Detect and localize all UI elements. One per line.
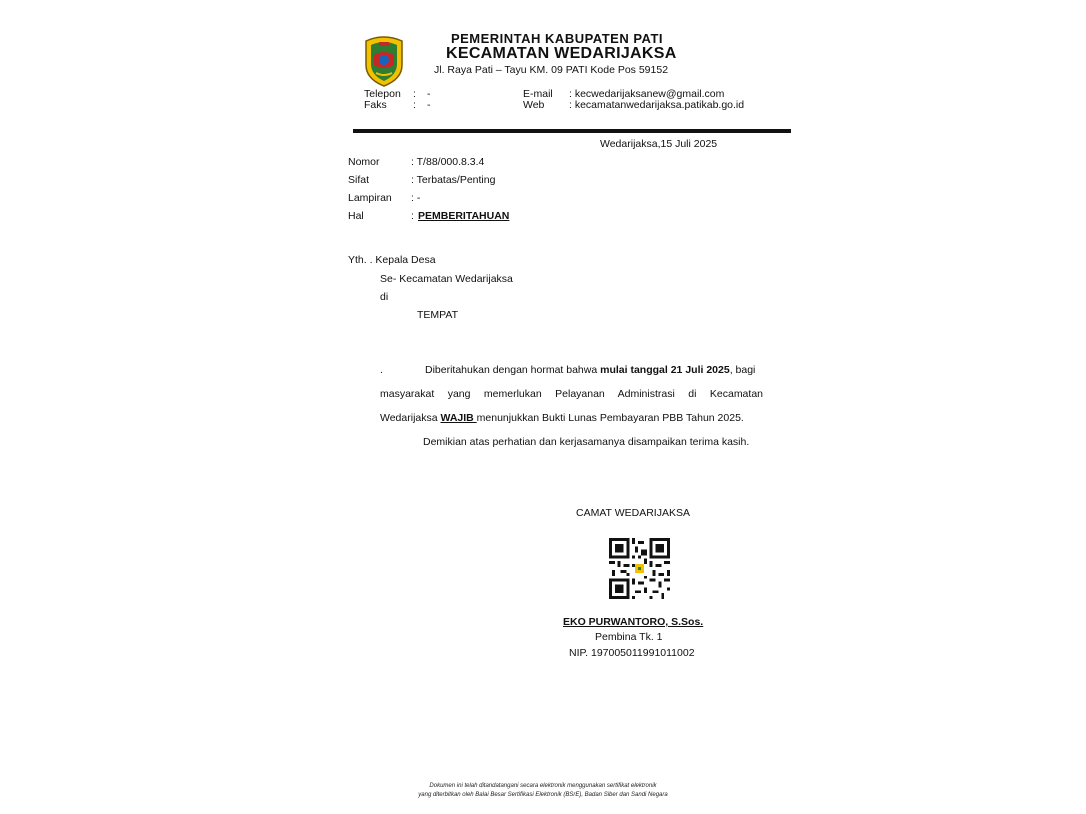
lampiran-label: Lampiran [348, 192, 392, 204]
body-line-3 [380, 412, 744, 424]
office-name: KECAMATAN WEDARIJAKSA [446, 45, 677, 62]
hal-value: PEMBERITAHUAN [418, 210, 510, 222]
esign-notice-line-2: yang diterbitkan oleh Balai Besar Sertifikasi Elektronik (BSrE), Badan Siber dan Sandi Negara [418, 792, 668, 798]
recipient-line-3: di [380, 291, 389, 303]
sifat-label: Sifat [348, 174, 370, 186]
email-value: : kecwedarijaksanew@gmail.com [569, 88, 725, 100]
telepon-value: - [427, 88, 431, 100]
esign-notice-line-1: Dokumen ini telah ditandatangani secara elektronik menggunakan sertifikat elektronik [429, 783, 657, 789]
place-date: Wedarijaksa,15 Juli 2025 [600, 138, 718, 150]
paragraph-marker: . [380, 364, 383, 376]
signatory-name: EKO PURWANTORO, S.Sos. [563, 616, 704, 628]
body-closing: Demikian atas perhatian dan kerjasamanya disampaikan terima kasih. [423, 436, 750, 448]
faks-separator: : [413, 99, 416, 111]
signatory-nip: NIP. 197005011991011002 [569, 647, 695, 659]
recipient-line-4: TEMPAT [417, 309, 459, 321]
government-name: PEMERINTAH KABUPATEN PATI [450, 31, 664, 46]
nomor-label: Nomor [348, 156, 380, 168]
hal-label: Hal [348, 210, 364, 222]
faks-value: - [427, 99, 431, 111]
body-line-2: masyarakat yang memerlukan Pelayanan Administrasi di Kecamatan [380, 388, 763, 400]
recipient-line-2: Se- Kecamatan Wedarijaksa [380, 273, 513, 285]
body-line-3-wajib: WAJIB [440, 412, 477, 424]
web-label: Web [523, 99, 545, 111]
email-label: E-mail [523, 88, 553, 100]
header-divider [353, 129, 791, 133]
body-line-3-a: Wedarijaksa [380, 412, 441, 424]
body-line-1-c: , bagi [729, 364, 756, 376]
body-line-1-a: Diberitahukan dengan hormat bahwa [425, 364, 601, 376]
office-address: Jl. Raya Pati – Tayu KM. 09 PATI Kode Pos 59152 [434, 64, 669, 76]
body-line-1 [425, 364, 755, 376]
hal-colon: : [411, 210, 414, 222]
telepon-label: Telepon [364, 88, 401, 100]
signatory-rank: Pembina Tk. 1 [595, 631, 663, 643]
recipient-line-1: Yth. . Kepala Desa [348, 254, 436, 266]
lampiran-value: : - [411, 192, 421, 204]
nomor-value: : T/88/000.8.3.4 [411, 156, 485, 168]
signatory-title: CAMAT WEDARIJAKSA [576, 507, 690, 519]
body-line-1-date: mulai tanggal 21 Juli 2025 [600, 364, 730, 376]
faks-label: Faks [364, 99, 387, 111]
body-line-3-c: menunjukkan Bukti Lunas Pembayaran PBB Tahun 2025. [476, 412, 744, 424]
web-value: : kecamatanwedarijaksa.patikab.go.id [569, 99, 745, 111]
telepon-separator: : [413, 88, 416, 100]
qr-code-icon [609, 538, 670, 599]
sifat-value: : Terbatas/Penting [411, 174, 496, 186]
